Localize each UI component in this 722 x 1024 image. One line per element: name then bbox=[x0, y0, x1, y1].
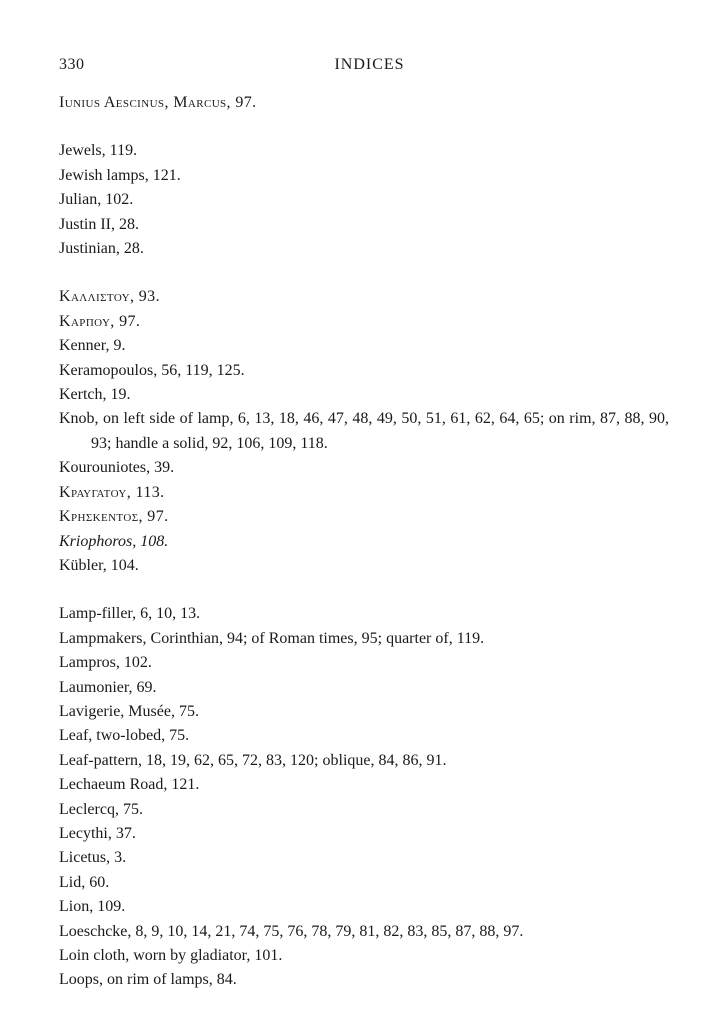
index-entry: Kertch, 19. bbox=[59, 386, 131, 404]
index-entry: Lid, 60. bbox=[59, 873, 110, 891]
running-head: INDICES bbox=[334, 56, 405, 73]
index-entry: Justin II, 28. bbox=[59, 215, 139, 233]
index-entry: Lion, 109. bbox=[59, 898, 126, 916]
index-entry: Jewels, 119. bbox=[59, 142, 138, 160]
index-entry: Iunius Aescinus, Marcus, 97. bbox=[59, 94, 257, 111]
index-entry: Καρπου, 97. bbox=[59, 312, 141, 330]
index-entry: Loops, on rim of lamps, 84. bbox=[59, 971, 237, 989]
index-entry: Julian, 102. bbox=[59, 191, 134, 209]
group-gap bbox=[59, 578, 669, 602]
index-list bbox=[59, 91, 669, 993]
index-entry: Lavigerie, Musée, 75. bbox=[59, 702, 199, 720]
index-entry: Knob, on left side of lamp, 6, 13, 18, 46, 47, 48, 49, 50, 51, 61, 62, 64, 65; on rim, 87, 88, 90, 93; handle a solid, 92, 106, 109, 118. bbox=[59, 410, 669, 452]
index-entry: Loin cloth, worn by gladiator, 101. bbox=[59, 947, 283, 964]
index-entry: Jewish lamps, 121. bbox=[59, 166, 181, 184]
index-entry: Κρησκεντος, 97. bbox=[59, 508, 169, 526]
index-entry: Leaf-pattern, 18, 19, 62, 65, 72, 83, 120; oblique, 84, 86, 91. bbox=[59, 751, 447, 769]
index-entry: Kriophoros, 108. bbox=[59, 532, 169, 550]
group-gap bbox=[59, 261, 669, 285]
index-entry: Kübler, 104. bbox=[59, 556, 139, 574]
index-entry: Laumonier, 69. bbox=[59, 678, 157, 696]
index-entry: Lampmakers, Corinthian, 94; of Roman times, 95; quarter of, 119. bbox=[59, 629, 485, 647]
index-entry: Lampros, 102. bbox=[59, 654, 152, 672]
index-entry: Kourouniotes, 39. bbox=[59, 459, 175, 477]
index-entry: Lechaeum Road, 121. bbox=[59, 776, 200, 794]
index-entry: Lamp-filler, 6, 10, 13. bbox=[59, 605, 201, 623]
index-entry: Kenner, 9. bbox=[59, 337, 126, 355]
index-entry: Keramopoulos, 56, 119, 125. bbox=[59, 361, 245, 379]
index-entry: Leclercq, 75. bbox=[59, 800, 143, 818]
index-entry: Leaf, two-lobed, 75. bbox=[59, 727, 190, 745]
page-header bbox=[59, 56, 662, 78]
index-entry: Justinian, 28. bbox=[59, 240, 144, 258]
page-number: 330 bbox=[59, 56, 85, 73]
index-entry: Καλλιστου, 93. bbox=[59, 288, 160, 306]
index-entry: Lecythi, 37. bbox=[59, 824, 136, 842]
index-entry: Licetus, 3. bbox=[59, 849, 127, 867]
index-entry: Loeschcke, 8, 9, 10, 14, 21, 74, 75, 76, 78, 79, 81, 82, 83, 85, 87, 88, 97. bbox=[59, 922, 524, 940]
index-entry: Κραυγατου, 113. bbox=[59, 483, 165, 501]
group-gap bbox=[59, 115, 669, 139]
